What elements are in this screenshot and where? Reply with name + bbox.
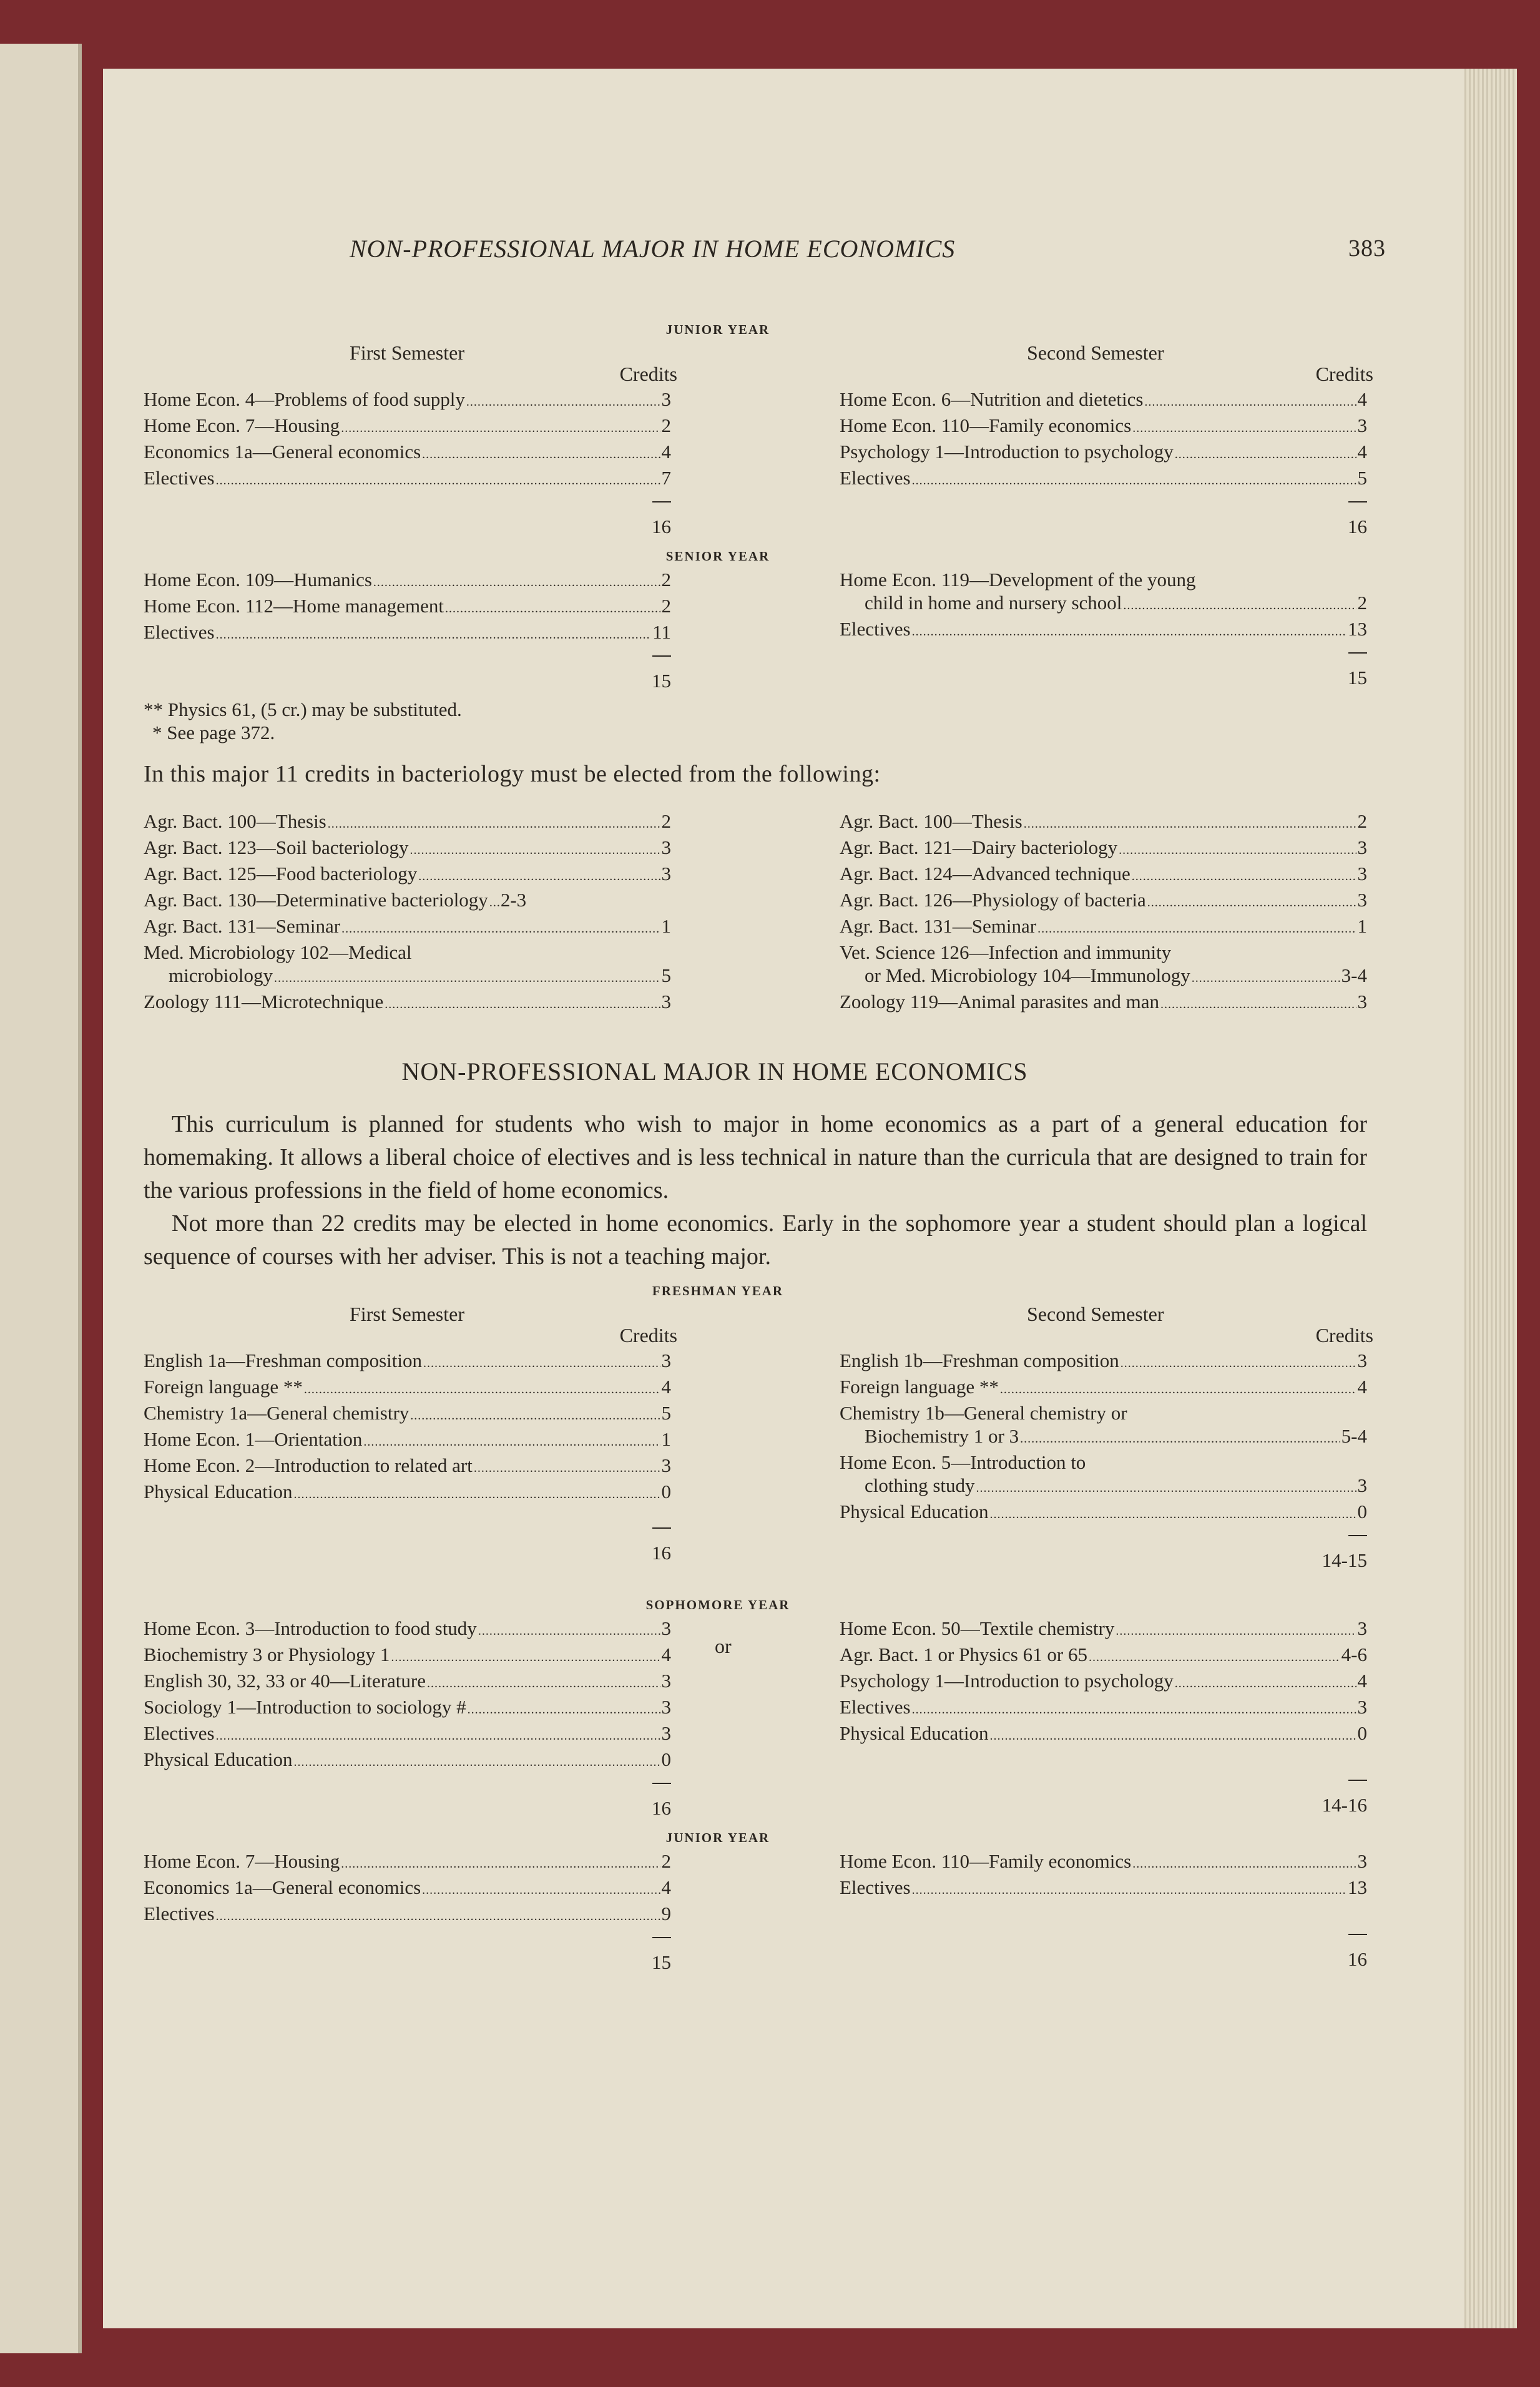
course-row: Biochemistry 1 or 3 ..... 5-4 bbox=[840, 1424, 1367, 1451]
course-row: Home Econ. 112—Home management ..... 2 bbox=[144, 594, 671, 620]
course-row: Sociology 1—Introduction to sociology # ..... 3 bbox=[144, 1695, 671, 1722]
course-row: Home Econ. 6—Nutrition and dietetics ..... 4 bbox=[840, 388, 1367, 414]
second-semester-column bbox=[840, 568, 1367, 693]
semester-heading: First Semester bbox=[350, 341, 464, 364]
sophomore-year bbox=[144, 1594, 1367, 1820]
course-row: Home Econ. 3—Introduction to food study ..... 3 bbox=[144, 1617, 671, 1643]
course-row: Vet. Science 126—Infection and immunity bbox=[840, 941, 1172, 963]
course-row: Agr. Bact. 131—Seminar ..... 1 bbox=[840, 914, 1367, 941]
or-connector: or bbox=[715, 1635, 732, 1657]
course-row: Home Econ. 5—Introduction to bbox=[840, 1451, 1086, 1473]
bact-junior-year bbox=[144, 318, 1373, 539]
course-row: Electives ..... 7 bbox=[144, 466, 671, 493]
course-row: Zoology 119—Animal parasites and man ..... 3 bbox=[840, 990, 1367, 1016]
credits-heading: Credits bbox=[619, 363, 677, 385]
semester-total: 14-15 bbox=[840, 1532, 1367, 1572]
course-row: Agr. Bact. 125—Food bacteriology ..... 3 bbox=[144, 862, 671, 888]
course-row: Electives ..... 3 bbox=[144, 1722, 671, 1748]
semester-heading: Second Semester bbox=[1027, 341, 1164, 364]
course-row: Home Econ. 2—Introduction to related art ..... 3 bbox=[144, 1454, 671, 1480]
course-row: Psychology 1—Introduction to psychology ..... 4 bbox=[840, 1669, 1367, 1695]
semester-total: 16 bbox=[840, 1931, 1367, 1971]
course-row: Electives ..... 9 bbox=[144, 1902, 671, 1928]
course-row: Agr. Bact. 124—Advanced technique ..... 3 bbox=[840, 862, 1367, 888]
semester-total: 16 bbox=[144, 1525, 671, 1587]
second-semester-column bbox=[840, 1850, 1367, 1974]
footnote: * See page 372. bbox=[152, 722, 275, 743]
electives-right-column bbox=[840, 810, 1367, 1016]
year-label: SENIOR YEAR bbox=[665, 549, 770, 564]
course-row: Home Econ. 110—Family economics ..... 3 bbox=[840, 414, 1367, 440]
facing-page-edge bbox=[0, 44, 82, 2353]
course-row: Electives ..... 11 bbox=[144, 620, 671, 647]
first-semester-column bbox=[144, 341, 677, 539]
course-row: Zoology 111—Microtechnique ..... 3 bbox=[144, 990, 671, 1016]
paragraph: Not more than 22 credits may be elected in home economics. Early in the sophomore year a student should plan a logical sequence of courses with her adviser. This is not a teaching major. bbox=[144, 1210, 1367, 1270]
second-semester-column bbox=[840, 1617, 1367, 1820]
course-row: Home Econ. 7—Housing ..... 2 bbox=[144, 414, 671, 440]
semester-total: 14-16 bbox=[840, 1777, 1367, 1817]
course-row: Economics 1a—General economics ..... 4 bbox=[144, 1876, 671, 1902]
semester-total: 16 bbox=[144, 1780, 671, 1820]
course-row: Agr. Bact. 100—Thesis ..... 2 bbox=[840, 810, 1367, 836]
course-row: Home Econ. 110—Family economics ..... 3 bbox=[840, 1850, 1367, 1876]
course-row: Home Econ. 119—Development of the young bbox=[840, 569, 1196, 591]
running-head bbox=[144, 235, 1386, 275]
year-label: FRESHMAN YEAR bbox=[652, 1283, 784, 1298]
first-semester-column bbox=[144, 1617, 671, 1820]
course-row: Chemistry 1b—General chemistry or bbox=[840, 1402, 1127, 1424]
course-row: Electives ..... 3 bbox=[840, 1695, 1367, 1722]
course-row: Economics 1a—General economics ..... 4 bbox=[144, 440, 671, 466]
semester-total: 16 bbox=[840, 499, 1367, 539]
course-row: Home Econ. 109—Humanics ..... 2 bbox=[144, 568, 671, 594]
course-row: or Med. Microbiology 104—Immunology ..... 3-4 bbox=[840, 964, 1367, 990]
course-row: Agr. Bact. 1 or Physics 61 or 65 ..... 4-6 bbox=[840, 1643, 1367, 1669]
page-content bbox=[144, 235, 1386, 1974]
course-row: Electives ..... 5 bbox=[840, 466, 1367, 493]
course-row: Chemistry 1a—General chemistry ..... 5 bbox=[144, 1401, 671, 1428]
course-row: Home Econ. 4—Problems of food supply ..... 3 bbox=[144, 388, 671, 414]
semester-total: 16 bbox=[144, 499, 671, 539]
course-row: Foreign language ** ..... 4 bbox=[144, 1375, 671, 1401]
first-semester-column bbox=[144, 1303, 677, 1587]
nonprof-junior-year bbox=[144, 1826, 1367, 1974]
section-title: NON-PROFESSIONAL MAJOR IN HOME ECONOMICS bbox=[401, 1057, 1028, 1086]
year-label: SOPHOMORE YEAR bbox=[645, 1597, 790, 1612]
course-row: Physical Education ..... 0 bbox=[840, 1500, 1367, 1526]
course-row: Med. Microbiology 102—Medical bbox=[144, 941, 412, 963]
course-row: Physical Education ..... 0 bbox=[144, 1480, 671, 1506]
course-row: Foreign language ** ..... 4 bbox=[840, 1375, 1367, 1401]
first-semester-column bbox=[144, 1850, 671, 1974]
second-semester-column bbox=[840, 341, 1373, 539]
course-row: clothing study ..... 3 bbox=[840, 1474, 1367, 1500]
credits-heading: Credits bbox=[619, 1324, 677, 1346]
book-page bbox=[103, 69, 1464, 2328]
course-row: Psychology 1—Introduction to psychology ..... 4 bbox=[840, 440, 1367, 466]
year-label: JUNIOR YEAR bbox=[665, 1830, 770, 1845]
running-head-title: NON-PROFESSIONAL MAJOR IN HOME ECONOMICS bbox=[350, 235, 956, 263]
bact-senior-year bbox=[144, 545, 1367, 693]
semester-total: 15 bbox=[144, 1934, 671, 1974]
course-row: English 1a—Freshman composition ..... 3 bbox=[144, 1349, 671, 1375]
first-semester-column bbox=[144, 568, 671, 693]
course-row: Agr. Bact. 126—Physiology of bacteria ..... 3 bbox=[840, 888, 1367, 914]
course-row: Electives ..... 13 bbox=[840, 1876, 1367, 1902]
course-row: Agr. Bact. 130—Determinative bacteriology ..... 2-3 bbox=[144, 888, 671, 914]
year-label: JUNIOR YEAR bbox=[665, 322, 770, 337]
page-number: 383 bbox=[1348, 235, 1386, 262]
course-row: Physical Education ..... 0 bbox=[840, 1722, 1367, 1748]
course-row: Agr. Bact. 100—Thesis ..... 2 bbox=[144, 810, 671, 836]
semester-total: 15 bbox=[840, 650, 1367, 690]
paragraph: This curriculum is planned for students who wish to major in home economics as a part of a general education for homemaking. It allows a liberal choice of electives and is less technical in nature than the curricula that are designed to train for the various professions in the field of home economics. bbox=[144, 1111, 1367, 1203]
course-row: Agr. Bact. 123—Soil bacteriology ..... 3 bbox=[144, 836, 671, 862]
credits-heading: Credits bbox=[1315, 1324, 1373, 1346]
freshman-year bbox=[144, 1280, 1373, 1587]
bacteriology-elective-lead: In this major 11 credits in bacteriology must be elected from the following: bbox=[144, 761, 881, 787]
course-row: Agr. Bact. 121—Dairy bacteriology ..... 3 bbox=[840, 836, 1367, 862]
bacteriology-electives bbox=[144, 810, 1367, 1016]
semester-heading: Second Semester bbox=[1027, 1303, 1164, 1325]
course-row: Agr. Bact. 131—Seminar ..... 1 bbox=[144, 914, 671, 941]
course-row: microbiology ..... 5 bbox=[144, 964, 671, 990]
second-semester-column bbox=[840, 1303, 1373, 1587]
course-row: Home Econ. 1—Orientation ..... 1 bbox=[144, 1428, 671, 1454]
course-row: Physical Education ..... 0 bbox=[144, 1748, 671, 1774]
semester-heading: First Semester bbox=[350, 1303, 464, 1325]
credits-heading: Credits bbox=[1315, 363, 1373, 385]
course-row: Biochemistry 3 or Physiology 1 ..... 4 bbox=[144, 1643, 671, 1669]
footnote: ** Physics 61, (5 cr.) may be substituted. bbox=[144, 698, 462, 720]
page-stack-edge bbox=[1458, 69, 1517, 2328]
course-row: child in home and nursery school ..... 2 bbox=[840, 591, 1367, 617]
footnotes bbox=[144, 698, 1311, 744]
course-row: Home Econ. 7—Housing ..... 2 bbox=[144, 1850, 671, 1876]
semester-total: 15 bbox=[144, 653, 671, 693]
course-row: English 30, 32, 33 or 40—Literature ..... 3 bbox=[144, 1669, 671, 1695]
electives-left-column bbox=[144, 810, 671, 1016]
course-row: Electives ..... 13 bbox=[840, 617, 1367, 644]
course-row: Home Econ. 50—Textile chemistry ..... 3 bbox=[840, 1617, 1367, 1643]
course-row: English 1b—Freshman composition ..... 3 bbox=[840, 1349, 1367, 1375]
